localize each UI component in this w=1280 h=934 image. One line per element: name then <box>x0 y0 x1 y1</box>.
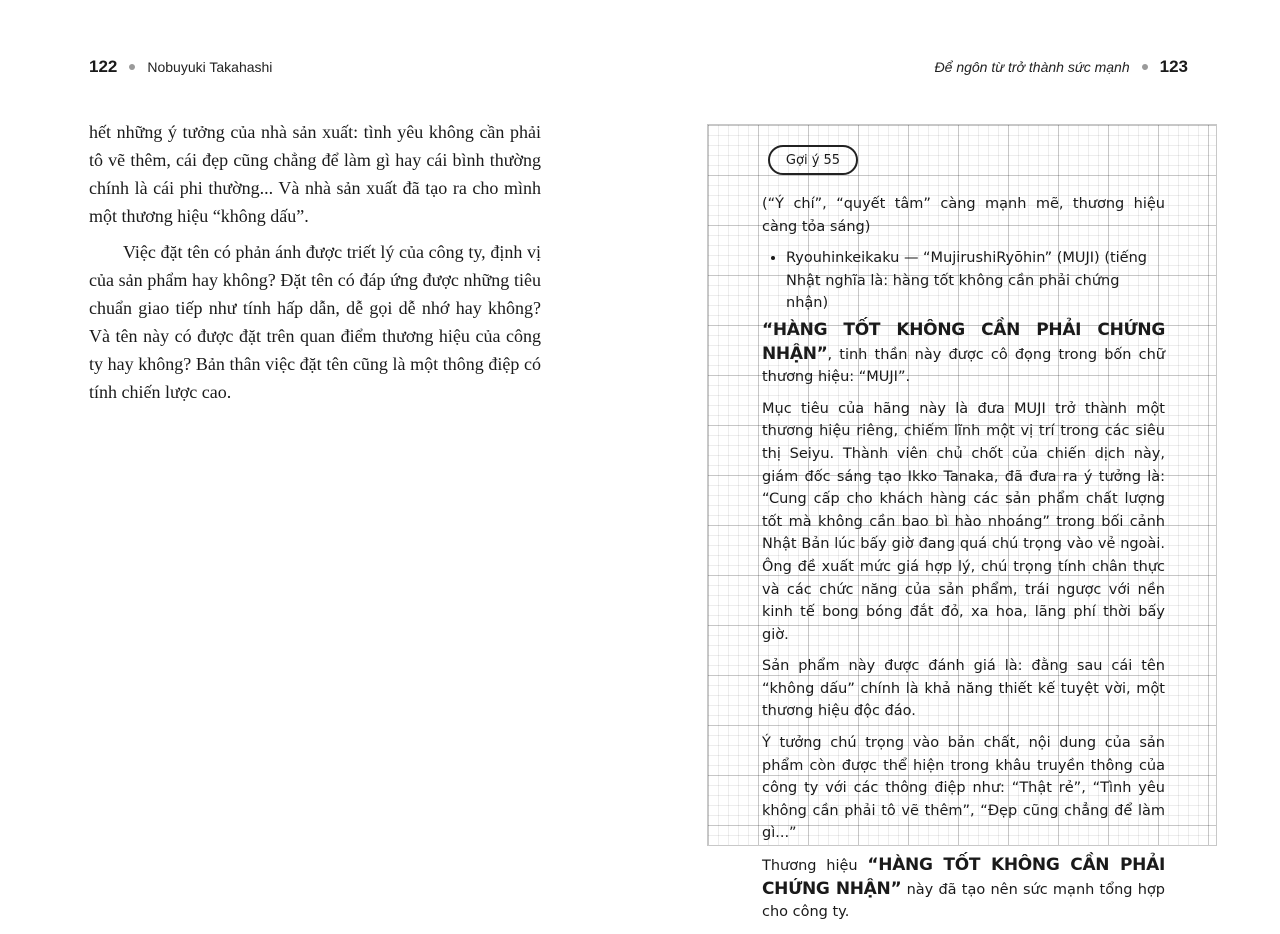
right-header <box>935 57 1188 77</box>
slogan-paragraph <box>762 319 1165 389</box>
hint-paragraph: Ý tưởng chú trọng vào bản chất, nội dung của sản phẩm còn được thể hiện trong khâu truyền thông của công ty với các thông điệp như: “Thật rẻ”, “Tình yêu không cần phải tô vẽ thêm”, “Đẹp cũng chẳng để làm gì...” <box>762 735 1165 842</box>
hint-content <box>762 193 1165 933</box>
author-name: Nobuyuki Takahashi <box>147 59 273 75</box>
hint-paragraph: Mục tiêu của hãng này là đưa MUJI trở thành một thương hiệu riêng, chiếm lĩnh một vị trí trong các siêu thị Seiyu. Thành viên chủ chốt của chiến dịch này, giám đốc sáng tạo Ikko Tanaka, đã đưa ra ý tưởng là: “Cung cấp cho khách hàng các sản phẩm chất lượng tốt mà không cần bao bì hào nhoáng” trong bối cảnh Nhật Bản lúc bấy giờ đang quá chú trọng vào vẻ ngoài. Ông đề xuất mức giá hợp lý, chú trọng tính chân thực và các chức năng của sản phẩm, trái ngược với nền kinh tế bong bóng đắt đỏ, xa hoa, lãng phí thời bấy giờ. <box>762 400 1165 643</box>
separator-dot-icon <box>129 64 135 70</box>
left-body-text <box>89 118 541 406</box>
book-title: Để ngôn từ trở thành sức mạnh <box>934 59 1130 75</box>
body-paragraph: hết những ý tưởng của nhà sản xuất: tình yêu không cần phải tô vẽ thêm, cái đẹp cũng chẳng để làm gì hay cái bình thường chính là cái phi thường... Và nhà sản xuất đã tạo ra cho mình một thương hiệu “không dấu”. <box>89 122 541 226</box>
slogan-emphasis: “HÀNG TỐT KHÔNG CẦN PHẢI CHỨNG NHẬN” <box>762 319 1165 364</box>
hint-bullet-item: • Ryouhinkeikaku — “MujirushiRyōhin” (MUJI) (tiếng Nhật nghĩa là: hàng tốt không cần phải chứng nhận) <box>786 247 1165 315</box>
closing-emphasis: “HÀNG TỐT KHÔNG CẦN PHẢI CHỨNG NHẬN” <box>762 855 1165 899</box>
separator-dot-icon <box>1142 64 1148 70</box>
hint-paragraph: Sản phẩm này được đánh giá là: đằng sau cái tên “không dấu” chính là khả năng thiết kế tuyệt vời, một thương hiệu độc đáo. <box>762 658 1165 720</box>
body-paragraph: Việc đặt tên có phản ánh được triết lý của công ty, định vị của sản phẩm hay không? Đặt tên có đáp ứng được những tiêu chuẩn giao tiếp như tính hấp dẫn, dễ gọi dễ nhớ hay không? Và tên này có được đặt trên quan điểm thương hiệu của công ty hay không? Bản thân việc đặt tên cũng là một thông điệp có tính chiến lược cao. <box>89 242 541 402</box>
closing-post: này đã tạo nên sức mạnh tổng hợp cho công ty. <box>762 881 1166 921</box>
right-page-number: 123 <box>1159 57 1188 76</box>
hint-badge: Gợi ý 55 <box>768 145 858 175</box>
closing-paragraph <box>762 854 1165 924</box>
left-page-number: 122 <box>89 57 118 76</box>
hint-grid-box <box>707 124 1217 921</box>
closing-pre: Thương hiệu <box>762 858 868 875</box>
slogan-rest: , tinh thần này được cô đọng trong bốn chữ thương hiệu: “MUJI”. <box>762 346 1165 386</box>
left-header <box>89 57 272 77</box>
hint-bullet-list <box>762 247 1165 315</box>
hint-intro: (“Ý chí”, “quyết tâm” càng mạnh mẽ, thương hiệu càng tỏa sáng) <box>762 196 1165 235</box>
